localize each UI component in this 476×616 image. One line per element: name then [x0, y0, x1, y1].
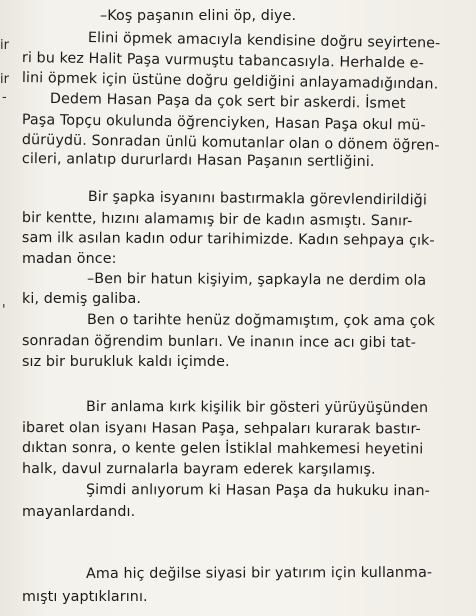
- text-line: Bir şapka isyanını bastırmakla görevlendirildiği: [87, 189, 428, 209]
- text-line: Bir anlama kırk kişilik bir gösteri yürüyüşünden: [85, 399, 429, 417]
- text-line: bir kentte, hızını alamamış bir de kadın asmıştı. Sanır-: [21, 210, 413, 230]
- margin-mark: -: [2, 90, 7, 105]
- text-line: halk, davul zurnalarla bayram ederek karşılamış.: [21, 461, 376, 478]
- text-line: ibaret olan isyanı Hasan Paşa, sehpaları kurarak bastır-: [21, 420, 421, 438]
- text-line: –Koş paşanın elini öp, diye.: [100, 8, 297, 24]
- text-line: –Ben bir hatun kişiyim, şapkayla ne derdim ola: [86, 271, 427, 289]
- margin-mark: ir: [0, 72, 9, 87]
- text-line: Ama hiç değilse siyasi bir yatırım için kullanma-: [85, 564, 433, 582]
- text-line: madan önce:: [22, 251, 117, 267]
- text-line: sonradan öğrendim bunları. Ve inanın ince acı gibi tat-: [21, 333, 417, 352]
- text-line: dıktan sonra, o kente gelen İstiklal mahkemesi heyetini: [21, 440, 424, 458]
- text-line: sız bir burukluk kaldı içimde.: [22, 354, 230, 370]
- text-line: dürüydü. Sonradan ünlü komutanlar olan o dönem öğren-: [21, 132, 440, 154]
- text-line: ri bu kez Halit Paşa vurmuştu tabancasıyla. Herhalde e-: [21, 50, 424, 72]
- text-line: ki, demiş galiba.: [22, 291, 141, 307]
- margin-mark: ': [2, 303, 6, 318]
- text-line: lini öpmek için üstüne doğru geldiğini anlayamadığından.: [21, 70, 439, 93]
- text-line: mayanlardandı.: [22, 504, 136, 520]
- margin-mark: ir: [0, 38, 9, 53]
- text-line: Ben o tarihte henüz doğmamıştım, çok ama çok: [86, 312, 436, 330]
- text-line: Paşa Topçu okulunda öğrenciyken, Hasan Paşa okul mü-: [21, 112, 426, 134]
- text-line: Şimdi anlıyorum ki Hasan Paşa da hukuku inan-: [85, 482, 430, 500]
- text-line: Dedem Hasan Paşa da çok sert bir askerdi. İsmet: [49, 91, 406, 112]
- text-line: cileri, anlatıp dururlardı Hasan Paşanın sertliğini.: [21, 151, 375, 171]
- text-line: Elini öpmek amacıyla kendisine doğru seyirtene-: [87, 30, 441, 52]
- text-line: mıştı yaptıklarını.: [22, 589, 148, 605]
- text-line: sam ilk asılan kadın odur tarihimizde. Kadın sehpaya çık-: [21, 230, 435, 249]
